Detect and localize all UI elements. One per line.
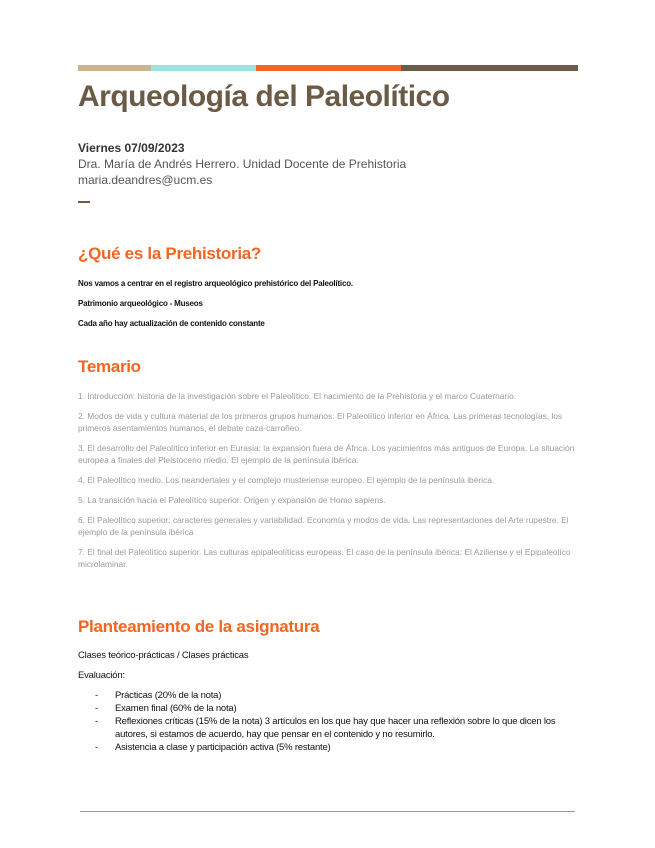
color-bar-segment-orange <box>256 65 401 71</box>
prehistoria-line-3: Cada año hay actualización de contenido constante <box>78 319 265 328</box>
list-item <box>95 702 585 715</box>
heading-planteamiento: Planteamiento de la asignatura <box>78 617 320 636</box>
temario-item: 5. La transición hacia el Paleolítico superior. Origen y expansión de Homo sapiens. <box>78 495 386 505</box>
heading-temario: Temario <box>78 357 141 376</box>
author: Dra. María de Andrés Herrero. Unidad Docente de Prehistoria <box>78 157 407 171</box>
temario-item: 2. Modos de vida y cultura material de los primeros grupos humanos: El Paleolítico inferior en África. Las primeras tecnologías, los primeros asentamientos humanos, el debate caza-carroñeo. <box>78 411 563 433</box>
evaluation-label: Evaluación: <box>78 670 125 681</box>
divider-dash <box>78 201 90 203</box>
evaluation-item: Prácticas (20% de la nota) <box>115 690 222 701</box>
prehistoria-line-2: Patrimonio arqueológico - Museos <box>78 299 203 308</box>
temario-item: 4. El Paleolítico medio. Los neandertales y el complejo musteriense europeo. El ejemplo de la península ibérica. <box>78 475 495 485</box>
temario-item: 7. El final del Paleolítico superior. Las culturas epipaleolíticas europeas. El caso de la península ibérica: El Aziliense y el Epipaleolíco microlaminar. <box>78 547 571 569</box>
bullet-dash: - <box>95 690 98 701</box>
bullet-dash: - <box>95 716 98 727</box>
evaluation-item: Examen final (60% de la nota) <box>115 703 237 714</box>
color-bar <box>78 65 578 71</box>
color-bar-segment-brown <box>401 65 578 71</box>
evaluation-item: Reflexiones críticas (15% de la nota) 3 artículos en los que hay que hacer una reflexión sobre lo que dicen los autores, si estamos de acuerdo, hay que pensar en el contenido y no resumirlo. <box>115 716 556 740</box>
temario-item: 3. El desarrollo del Paleolítico inferior en Eurasia: la expansión fuera de África. Los yacimientos más antiguos de Europa. La situación europea a finales del Pleistoceno medio. El ejemplo de la península ibérica. <box>78 443 575 465</box>
bullet-dash: - <box>95 742 98 753</box>
color-bar-segment-tan <box>78 65 151 71</box>
email-link[interactable]: maria.deandres@ucm.es <box>78 173 213 187</box>
color-bar-segment-teal <box>151 65 256 71</box>
evaluation-item: Asistencia a clase y participación activa (5% restante) <box>115 742 331 753</box>
classes-text: Clases teórico-prácticas / Clases prácticas <box>78 650 249 661</box>
date: Viernes 07/09/2023 <box>78 141 185 155</box>
temario-list <box>78 390 578 578</box>
header-meta <box>78 140 406 188</box>
bullet-dash: - <box>95 703 98 714</box>
temario-item: 6. El Paleolítico superior: caracteres generales y variabilidad. Economía y modos de vida. Las representaciones del Arte rupestre. El ejemplo de la península ibérica <box>78 515 569 537</box>
footer-divider <box>80 811 575 812</box>
list-item <box>95 689 585 702</box>
heading-prehistoria: ¿Qué es la Prehistoria? <box>78 244 261 263</box>
page-title: Arqueología del Paleolítico <box>78 80 450 113</box>
list-item <box>95 715 585 741</box>
temario-item: 1. Introducción: historia de la investigación sobre el Paleolítico. El nacimiento de la Prehistoria y el marco Cuaternario. <box>78 391 517 401</box>
prehistoria-line-1: Nos vamos a centrar en el registro arqueológico prehistórico del Paleolítico. <box>78 279 353 288</box>
evaluation-list <box>95 689 585 754</box>
list-item <box>95 741 585 754</box>
